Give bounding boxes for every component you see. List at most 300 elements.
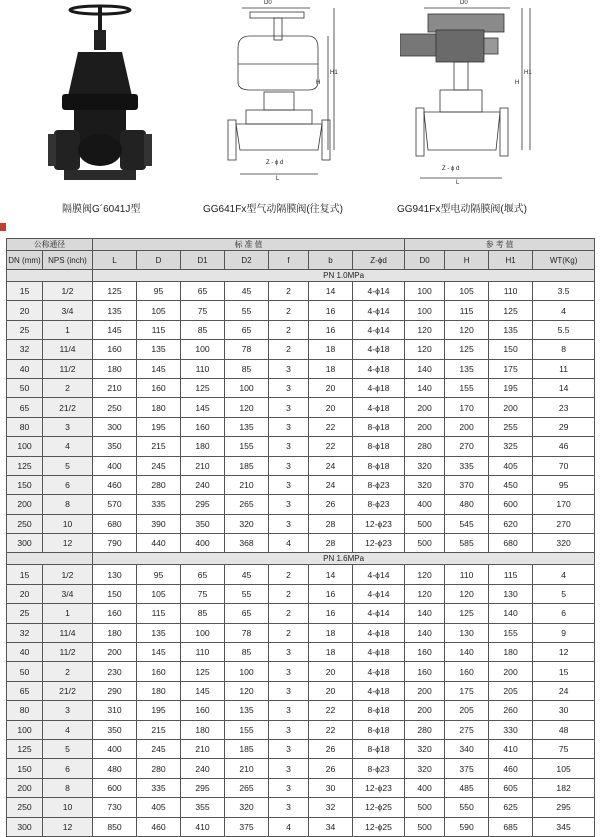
- table-cell: 545: [445, 514, 489, 533]
- table-cell: 95: [137, 565, 181, 584]
- table-cell: 4: [269, 817, 309, 836]
- column-header: D2: [225, 251, 269, 270]
- table-cell: 8-ϕ18: [353, 739, 405, 758]
- table-cell: 145: [137, 643, 181, 662]
- table-cell: 115: [445, 301, 489, 320]
- table-cell: 270: [533, 514, 595, 533]
- table-cell: 300: [7, 817, 43, 836]
- table-cell: 375: [445, 759, 489, 778]
- table-cell: 265: [225, 778, 269, 797]
- dim-label-h: H: [316, 80, 321, 86]
- dim-label-l: L: [276, 176, 280, 182]
- table-cell: 2: [269, 340, 309, 359]
- column-header: L: [93, 251, 137, 270]
- table-cell: 600: [489, 495, 533, 514]
- dim-label-h1: H1: [524, 70, 532, 76]
- table-cell: 210: [181, 739, 225, 758]
- section-spacer: [7, 270, 93, 282]
- table-cell: 34: [309, 817, 353, 836]
- table-cell: 140: [405, 604, 445, 623]
- table-cell: 22: [309, 417, 353, 436]
- table-cell: 6: [43, 475, 93, 494]
- table-cell: 1/2: [43, 565, 93, 584]
- table-cell: 23: [533, 398, 595, 417]
- manual-valve-illustration: [40, 0, 160, 196]
- table-cell: 105: [137, 584, 181, 603]
- table-cell: 400: [93, 456, 137, 475]
- table-cell: 180: [489, 643, 533, 662]
- table-cell: 15: [7, 282, 43, 301]
- figure-caption: 隔膜阀G´6041J型: [62, 204, 141, 215]
- table-cell: 500: [405, 817, 445, 836]
- table-cell: 295: [181, 495, 225, 514]
- table-cell: 2: [269, 301, 309, 320]
- table-cell: 440: [137, 534, 181, 553]
- table-cell: 3: [43, 701, 93, 720]
- table-cell: 685: [489, 817, 533, 836]
- table-row: [7, 817, 595, 836]
- table-cell: 14: [533, 378, 595, 397]
- table-cell: 16: [309, 320, 353, 339]
- table-cell: 570: [93, 495, 137, 514]
- table-cell: 250: [93, 398, 137, 417]
- table-cell: 120: [225, 681, 269, 700]
- table-cell: 620: [489, 514, 533, 533]
- table-cell: 20: [309, 378, 353, 397]
- group-header-nominal: 公称通径: [7, 239, 93, 251]
- table-cell: 160: [181, 701, 225, 720]
- dim-label-l: L: [456, 180, 460, 186]
- table-cell: 160: [93, 340, 137, 359]
- table-cell: 46: [533, 437, 595, 456]
- table-cell: 14: [309, 282, 353, 301]
- table-cell: 1/2: [43, 282, 93, 301]
- table-cell: 4-ϕ18: [353, 623, 405, 642]
- table-cell: 280: [137, 475, 181, 494]
- table-cell: 8-ϕ18: [353, 701, 405, 720]
- table-cell: 8-ϕ23: [353, 759, 405, 778]
- table-cell: 18: [309, 643, 353, 662]
- table-cell: 75: [181, 301, 225, 320]
- table-cell: 15: [533, 662, 595, 681]
- table-cell: 400: [405, 778, 445, 797]
- table-cell: 24: [309, 475, 353, 494]
- table-cell: 20: [309, 681, 353, 700]
- table-cell: 55: [225, 301, 269, 320]
- table-cell: 45: [225, 282, 269, 301]
- pneumatic-valve-drawing: [220, 0, 340, 200]
- column-header: D1: [181, 251, 225, 270]
- table-row: [7, 398, 595, 417]
- table-row: [7, 565, 595, 584]
- table-cell: 11/4: [43, 623, 93, 642]
- table-cell: 20: [309, 398, 353, 417]
- table-cell: 340: [445, 739, 489, 758]
- table-column-header-row: [7, 251, 595, 270]
- table-cell: 100: [225, 378, 269, 397]
- table-cell: 140: [405, 623, 445, 642]
- table-cell: 3: [269, 798, 309, 817]
- table-cell: 210: [225, 759, 269, 778]
- table-cell: 18: [309, 359, 353, 378]
- table-row: [7, 623, 595, 642]
- table-cell: 22: [309, 701, 353, 720]
- table-cell: 110: [181, 643, 225, 662]
- table-cell: 390: [137, 514, 181, 533]
- table-cell: 275: [445, 720, 489, 739]
- table-cell: 16: [309, 584, 353, 603]
- table-cell: 50: [7, 378, 43, 397]
- table-cell: 550: [445, 798, 489, 817]
- table-cell: 270: [445, 437, 489, 456]
- table-cell: 30: [533, 701, 595, 720]
- table-cell: 195: [137, 701, 181, 720]
- table-cell: 170: [445, 398, 489, 417]
- table-cell: 5: [533, 584, 595, 603]
- table-cell: 3: [269, 475, 309, 494]
- table-cell: 8: [533, 340, 595, 359]
- table-cell: 485: [445, 778, 489, 797]
- table-cell: 48: [533, 720, 595, 739]
- table-cell: 125: [7, 739, 43, 758]
- table-cell: 4: [533, 565, 595, 584]
- table-cell: 100: [225, 662, 269, 681]
- table-row: [7, 701, 595, 720]
- table-cell: 145: [181, 398, 225, 417]
- table-cell: 105: [445, 282, 489, 301]
- table-cell: 200: [93, 643, 137, 662]
- table-cell: 2: [43, 378, 93, 397]
- table-cell: 135: [137, 340, 181, 359]
- table-cell: 110: [445, 565, 489, 584]
- table-cell: 95: [533, 475, 595, 494]
- table-cell: 180: [137, 681, 181, 700]
- table-cell: 3: [269, 662, 309, 681]
- table-cell: 6: [43, 759, 93, 778]
- table-cell: 5.5: [533, 320, 595, 339]
- table-cell: 3.5: [533, 282, 595, 301]
- table-cell: 150: [7, 475, 43, 494]
- table-cell: 350: [181, 514, 225, 533]
- table-cell: 4-ϕ14: [353, 584, 405, 603]
- table-cell: 400: [405, 495, 445, 514]
- table-cell: 8-ϕ18: [353, 437, 405, 456]
- table-cell: 680: [489, 534, 533, 553]
- column-header: D0: [405, 251, 445, 270]
- table-cell: 4-ϕ18: [353, 378, 405, 397]
- section-header-row: [7, 553, 595, 565]
- table-cell: 4-ϕ14: [353, 282, 405, 301]
- table-cell: 3/4: [43, 301, 93, 320]
- table-cell: 280: [405, 437, 445, 456]
- table-cell: 200: [405, 681, 445, 700]
- table-cell: 245: [137, 739, 181, 758]
- table-cell: 10: [43, 514, 93, 533]
- table-cell: 290: [93, 681, 137, 700]
- table-cell: 160: [405, 643, 445, 662]
- dim-label-d0: D0: [460, 0, 468, 6]
- table-cell: 790: [93, 534, 137, 553]
- table-cell: 3: [269, 398, 309, 417]
- table-cell: 65: [7, 398, 43, 417]
- group-header-standard: 标 准 值: [93, 239, 405, 251]
- table-cell: 375: [225, 817, 269, 836]
- table-row: [7, 643, 595, 662]
- table-cell: 450: [489, 475, 533, 494]
- table-cell: 100: [405, 301, 445, 320]
- table-cell: 320: [405, 475, 445, 494]
- table-cell: 3: [269, 778, 309, 797]
- table-cell: 4: [269, 534, 309, 553]
- table-cell: 330: [489, 720, 533, 739]
- table-cell: 3/4: [43, 584, 93, 603]
- table-cell: 21/2: [43, 398, 93, 417]
- table-cell: 2: [269, 604, 309, 623]
- table-cell: 320: [225, 798, 269, 817]
- table-cell: 115: [489, 565, 533, 584]
- table-cell: 370: [445, 475, 489, 494]
- table-cell: 500: [405, 514, 445, 533]
- table-cell: 21/2: [43, 681, 93, 700]
- table-cell: 11/2: [43, 643, 93, 662]
- table-cell: 600: [93, 778, 137, 797]
- table-cell: 320: [405, 759, 445, 778]
- table-cell: 2: [269, 565, 309, 584]
- table-cell: 12-ϕ25: [353, 798, 405, 817]
- table-cell: 65: [7, 681, 43, 700]
- table-cell: 4: [43, 437, 93, 456]
- table-cell: 14: [309, 565, 353, 584]
- table-cell: 100: [181, 340, 225, 359]
- product-figures: [0, 0, 600, 232]
- table-cell: 200: [489, 398, 533, 417]
- table-cell: 120: [225, 398, 269, 417]
- table-cell: 135: [445, 359, 489, 378]
- table-cell: 85: [225, 643, 269, 662]
- table-cell: 135: [225, 417, 269, 436]
- table-cell: 4-ϕ14: [353, 604, 405, 623]
- table-cell: 230: [93, 662, 137, 681]
- table-cell: 3: [269, 456, 309, 475]
- table-cell: 605: [489, 778, 533, 797]
- table-cell: 500: [405, 798, 445, 817]
- table-cell: 2: [269, 584, 309, 603]
- table-cell: 4-ϕ14: [353, 301, 405, 320]
- table-cell: 210: [93, 378, 137, 397]
- table-cell: 300: [7, 534, 43, 553]
- table-cell: 480: [445, 495, 489, 514]
- table-row: [7, 681, 595, 700]
- table-cell: 29: [533, 417, 595, 436]
- table-cell: 24: [309, 456, 353, 475]
- table-cell: 135: [225, 701, 269, 720]
- table-cell: 240: [181, 475, 225, 494]
- table-cell: 405: [489, 456, 533, 475]
- table-cell: 120: [405, 320, 445, 339]
- table-cell: 160: [137, 378, 181, 397]
- table-cell: 3: [269, 681, 309, 700]
- figure-caption: GG641Fx型气动隔膜阀(往复式): [203, 204, 344, 215]
- table-cell: 410: [181, 817, 225, 836]
- dim-label-h1: H1: [330, 70, 338, 76]
- table-cell: 155: [489, 623, 533, 642]
- table-cell: 5: [43, 739, 93, 758]
- table-cell: 280: [405, 720, 445, 739]
- table-cell: 20: [7, 301, 43, 320]
- table-cell: 6: [533, 604, 595, 623]
- table-cell: 12: [43, 817, 93, 836]
- table-cell: 65: [181, 565, 225, 584]
- table-cell: 205: [489, 681, 533, 700]
- table-cell: 25: [7, 604, 43, 623]
- section-title: PN 1.0MPa: [93, 270, 595, 282]
- table-cell: 160: [405, 662, 445, 681]
- table-row: [7, 320, 595, 339]
- table-row: [7, 514, 595, 533]
- table-cell: 24: [533, 681, 595, 700]
- table-cell: 11: [533, 359, 595, 378]
- table-cell: 26: [309, 739, 353, 758]
- table-cell: 12-ϕ25: [353, 817, 405, 836]
- table-cell: 130: [93, 565, 137, 584]
- table-cell: 410: [489, 739, 533, 758]
- table-cell: 325: [489, 437, 533, 456]
- table-cell: 125: [445, 604, 489, 623]
- table-cell: 180: [137, 398, 181, 417]
- table-cell: 3: [269, 720, 309, 739]
- column-header: D: [137, 251, 181, 270]
- table-cell: 32: [309, 798, 353, 817]
- table-cell: 195: [489, 378, 533, 397]
- table-cell: 85: [225, 359, 269, 378]
- table-cell: 180: [93, 623, 137, 642]
- figure-caption: GG941Fx型电动隔膜阀(堰式): [397, 204, 528, 215]
- dim-label-h: H: [515, 80, 520, 86]
- table-cell: 85: [181, 320, 225, 339]
- table-cell: 245: [137, 456, 181, 475]
- table-cell: 120: [405, 584, 445, 603]
- table-cell: 20: [309, 662, 353, 681]
- table-cell: 11/4: [43, 340, 93, 359]
- table-cell: 255: [489, 417, 533, 436]
- table-cell: 120: [445, 320, 489, 339]
- table-cell: 100: [405, 282, 445, 301]
- table-cell: 320: [533, 534, 595, 553]
- table-body: [7, 270, 595, 837]
- table-cell: 368: [225, 534, 269, 553]
- table-cell: 335: [137, 778, 181, 797]
- table-cell: 85: [181, 604, 225, 623]
- table-cell: 16: [309, 301, 353, 320]
- table-cell: 160: [137, 662, 181, 681]
- table-row: [7, 534, 595, 553]
- table-cell: 18: [309, 340, 353, 359]
- table-cell: 200: [405, 701, 445, 720]
- table-cell: 180: [181, 720, 225, 739]
- table-cell: 140: [405, 378, 445, 397]
- table-cell: 200: [405, 398, 445, 417]
- table-cell: 170: [533, 495, 595, 514]
- table-cell: 200: [7, 495, 43, 514]
- table-cell: 9: [533, 623, 595, 642]
- table-cell: 26: [309, 759, 353, 778]
- dim-label-z: Z - ϕ d: [442, 166, 460, 172]
- table-cell: 2: [43, 662, 93, 681]
- table-cell: 350: [93, 720, 137, 739]
- table-row: [7, 739, 595, 758]
- table-row: [7, 662, 595, 681]
- table-cell: 8-ϕ18: [353, 720, 405, 739]
- table-row: [7, 282, 595, 301]
- table-cell: 140: [445, 643, 489, 662]
- table-cell: 3: [269, 701, 309, 720]
- table-cell: 185: [225, 739, 269, 758]
- table-cell: 250: [7, 798, 43, 817]
- column-header: Z-ϕd: [353, 251, 405, 270]
- table-cell: 100: [7, 437, 43, 456]
- table-cell: 55: [225, 584, 269, 603]
- table-cell: 3: [269, 378, 309, 397]
- table-cell: 300: [93, 417, 137, 436]
- table-cell: 200: [445, 417, 489, 436]
- table-cell: 145: [181, 681, 225, 700]
- table-cell: 2: [269, 623, 309, 642]
- table-cell: 125: [181, 662, 225, 681]
- table-cell: 78: [225, 623, 269, 642]
- table-row: [7, 475, 595, 494]
- table-cell: 160: [93, 604, 137, 623]
- table-cell: 3: [269, 759, 309, 778]
- table-cell: 135: [137, 623, 181, 642]
- table-cell: 150: [7, 759, 43, 778]
- table-cell: 850: [93, 817, 137, 836]
- table-cell: 590: [445, 817, 489, 836]
- table-cell: 20: [7, 584, 43, 603]
- table-cell: 130: [489, 584, 533, 603]
- table-cell: 155: [225, 720, 269, 739]
- table-cell: 320: [405, 739, 445, 758]
- pneumatic-valve-illustration: [220, 0, 340, 196]
- table-cell: 2: [269, 320, 309, 339]
- table-cell: 80: [7, 701, 43, 720]
- table-cell: 45: [225, 565, 269, 584]
- table-cell: 295: [181, 778, 225, 797]
- table-cell: 12-ϕ23: [353, 514, 405, 533]
- table-cell: 160: [181, 417, 225, 436]
- table-cell: 3: [269, 643, 309, 662]
- column-header: b: [309, 251, 353, 270]
- table-cell: 10: [43, 798, 93, 817]
- table-cell: 145: [93, 320, 137, 339]
- table-cell: 3: [269, 417, 309, 436]
- table-cell: 4-ϕ18: [353, 643, 405, 662]
- table-cell: 16: [309, 604, 353, 623]
- table-row: [7, 495, 595, 514]
- table-cell: 40: [7, 359, 43, 378]
- column-header: DN (mm): [7, 251, 43, 270]
- electric-valve-drawing: [400, 0, 540, 200]
- table-cell: 130: [445, 623, 489, 642]
- table-cell: 8: [43, 778, 93, 797]
- column-header: WT(Kg): [533, 251, 595, 270]
- table-cell: 182: [533, 778, 595, 797]
- table-cell: 65: [181, 282, 225, 301]
- table-cell: 75: [533, 739, 595, 758]
- table-cell: 120: [405, 340, 445, 359]
- table-row: [7, 604, 595, 623]
- table-cell: 75: [181, 584, 225, 603]
- column-header: H: [445, 251, 489, 270]
